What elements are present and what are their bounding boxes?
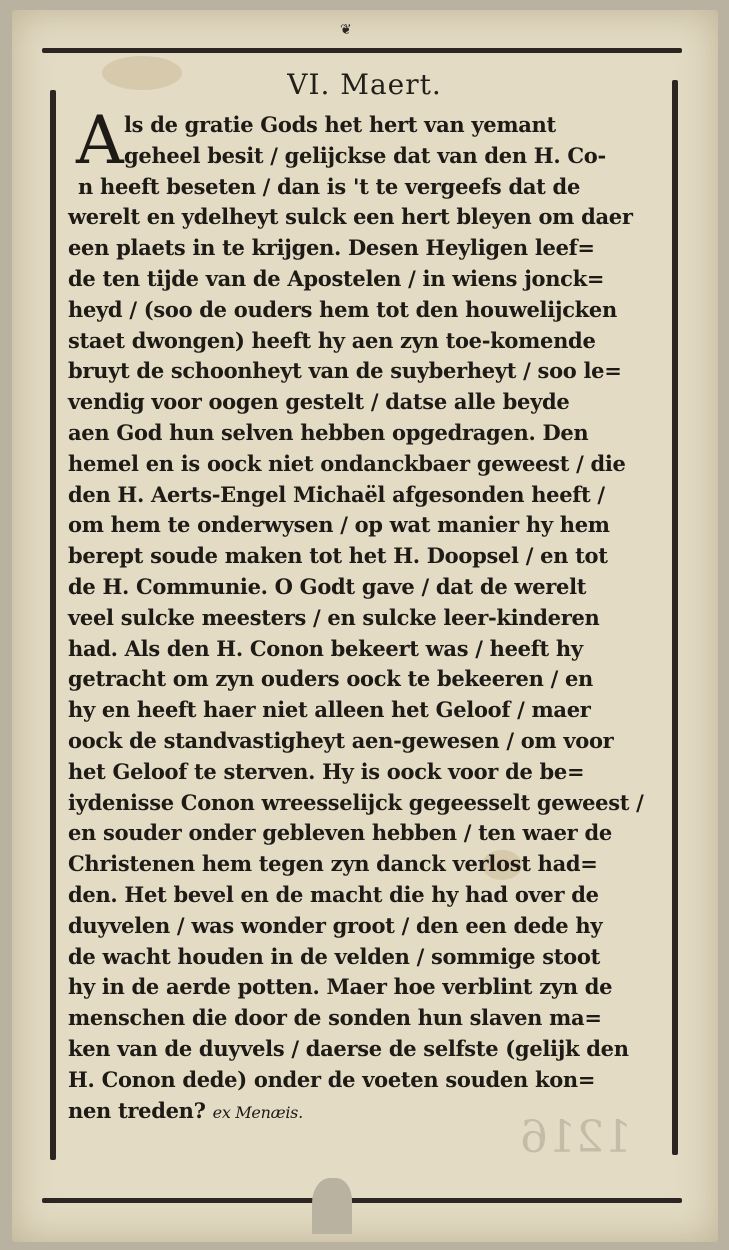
text-line: den H. Aerts-Engel Michaël afgesonden heeft / — [68, 481, 605, 507]
text-line: werelt en ydelheyt sulck een hert bleyen om daer — [68, 204, 633, 230]
text-line: n heeft beseten / dan is 't te vergeefs dat de — [78, 173, 581, 199]
text-line: oock de standvastigheyt aen-gewesen / om voor — [68, 727, 614, 753]
text-line: staet dwongen) heeft hy aen zyn toe-komende — [68, 327, 596, 353]
text-line: het Geloof te sterven. Hy is oock voor de be= — [68, 758, 585, 784]
text-line: de ten tijde van de Apostelen / in wiens jonck= — [68, 265, 605, 291]
body-text — [68, 102, 668, 1126]
text-line: den. Het bevel en de macht die hy had over de — [68, 881, 599, 907]
text-line: had. Als den H. Conon bekeert was / heeft hy — [68, 635, 583, 661]
text-line: geheel besit / gelijckse dat van den H. Co- — [124, 142, 606, 168]
ornament-icon: ❦ — [340, 22, 352, 38]
bottom-border-rule — [42, 1198, 682, 1203]
text-line-end: nen treden? — [68, 1097, 213, 1123]
text-line: menschen die door de sonden hun slaven ma= — [68, 1005, 602, 1031]
text-line: een plaets in te krijgen. Desen Heyligen leef= — [68, 235, 595, 261]
text-line: heyd / (soo de ouders hem tot den houwelijcken — [68, 296, 617, 322]
text-line: en souder onder gebleven hebben / ten waer de — [68, 820, 612, 846]
text-line: getracht om zyn ouders oock te bekeeren / en — [68, 666, 594, 692]
text-line: hy en heeft haer niet alleen het Geloof / maer — [68, 697, 591, 723]
text-line: iydenisse Conon wreesselijck gegeesselt geweest / — [68, 789, 644, 815]
text-line: de wacht houden in de velden / sommige stoot — [68, 943, 600, 969]
text-line: hy in de aerde potten. Maer hoe verblint zyn de — [68, 974, 613, 1000]
paper-tear — [312, 1178, 352, 1234]
page-title: VI. Maert. — [287, 68, 442, 101]
top-border-rule — [42, 48, 682, 53]
right-border-rule — [672, 80, 678, 1155]
drop-capital: A — [76, 102, 124, 179]
text-line: H. Conon dede) onder de voeten souden kon= — [68, 1066, 596, 1092]
text-line: bruyt de schoonheyt van de suyberheyt / soo le= — [68, 358, 622, 384]
text-line: om hem te onderwysen / op wat manier hy hem — [68, 512, 610, 538]
text-line: ls de gratie Gods het hert van yemant — [124, 112, 556, 137]
bleed-through-number: 1216 — [520, 1112, 632, 1163]
text-line: Christenen hem tegen zyn danck verlost had= — [68, 851, 598, 877]
text-line: ken van de duyvels / daerse de selfste (gelijk den — [68, 1035, 629, 1061]
citation: ex Menæis. — [212, 1102, 303, 1122]
text-line: hemel en is oock niet ondanckbaer geweest / die — [68, 450, 626, 476]
left-border-rule — [50, 90, 56, 1160]
text-line: berept soude maken tot het H. Doopsel / en tot — [68, 543, 608, 569]
text-line: aen God hun selven hebben opgedragen. Den — [68, 419, 589, 445]
text-line: vendig voor oogen gestelt / datse alle beyde — [68, 389, 570, 415]
text-line: de H. Communie. O Godt gave / dat de werelt — [68, 573, 587, 599]
text-line: veel sulcke meesters / en sulcke leer-kinderen — [68, 604, 600, 630]
text-line: duyvelen / was wonder groot / den een dede hy — [68, 912, 603, 938]
